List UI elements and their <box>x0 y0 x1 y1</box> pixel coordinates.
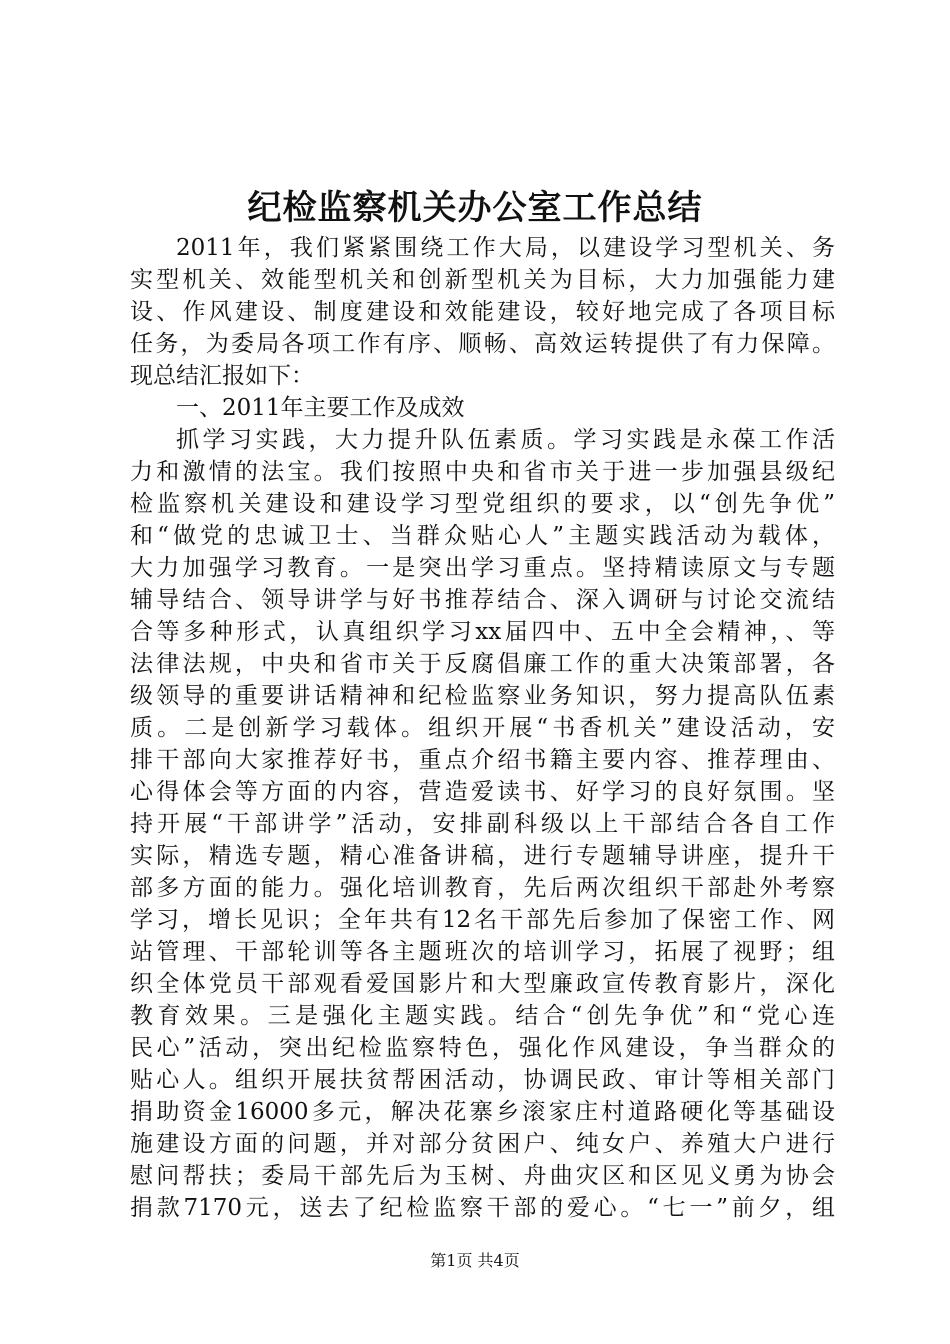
paragraph-line: 大力加强学习教育。一是突出学习重点。坚持精读原文与专题 <box>130 555 835 581</box>
paragraph-line: 部多方面的能力。强化培训教育，先后两次组织干部赴外考察 <box>130 875 835 901</box>
paragraph-line: 辅导结合、领导讲学与好书推荐结合、深入调研与讨论交流结 <box>130 587 835 613</box>
paragraph-line: 施建设方面的问题，并对部分贫困户、纯女户、养殖大户进行 <box>130 1131 835 1157</box>
paragraph-line: 织全体党员干部观看爱国影片和大型廉政宣传教育影片，深化 <box>130 971 835 997</box>
paragraph-line: 站管理、干部轮训等各主题班次的培训学习，拓展了视野；组 <box>130 939 835 965</box>
paragraph-line: 排干部向大家推荐好书，重点介绍书籍主要内容、推荐理由、 <box>130 747 835 773</box>
paragraph-line: 设、作风建设、制度建设和效能建设，较好地完成了各项目标 <box>130 299 835 325</box>
paragraph-line: 级领导的重要讲话精神和纪检监察业务知识，努力提高队伍素 <box>130 683 835 709</box>
paragraph-line: 贴心人。组织开展扶贫帮困活动，协调民政、审计等相关部门 <box>130 1067 835 1093</box>
paragraph-line: 现总结汇报如下： <box>130 363 314 389</box>
paragraph-line: 持开展“干部讲学”活动，安排副科级以上干部结合各自工作 <box>130 811 835 837</box>
paragraph-line: 合等多种形式，认真组织学习xx届四中、五中全会精神，、等 <box>130 619 835 645</box>
paragraph-line: 质。二是创新学习载体。组织开展“书香机关”建设活动，安 <box>130 715 835 741</box>
paragraph-line: 实型机关、效能型机关和创新型机关为目标，大力加强能力建 <box>130 267 835 293</box>
paragraph-line: 学习，增长见识；全年共有12名干部先后参加了保密工作、网 <box>130 907 835 933</box>
paragraph-line: 教育效果。三是强化主题实践。结合“创先争优”和“党心连 <box>130 1003 835 1029</box>
paragraph-line: 捐款7170元，送去了纪检监察干部的爱心。“七一”前夕，组 <box>130 1195 835 1221</box>
paragraph-line: 2011年，我们紧紧围绕工作大局，以建设学习型机关、务 <box>176 235 835 261</box>
paragraph-line: 民心”活动，突出纪检监察特色，强化作风建设，争当群众的 <box>130 1035 835 1061</box>
paragraph-line: 实际，精选专题，精心准备讲稿，进行专题辅导讲座，提升干 <box>130 843 835 869</box>
section-heading: 一、2011年主要工作及成效 <box>176 395 465 421</box>
paragraph-line: 法律法规，中央和省市关于反腐倡廉工作的重大决策部署，各 <box>130 651 835 677</box>
page-footer: 第1页 共4页 <box>430 1251 520 1270</box>
paragraph-line: 任务，为委局各项工作有序、顺畅、高效运转提供了有力保障。 <box>130 331 835 357</box>
paragraph-line: 力和激情的法宝。我们按照中央和省市关于进一步加强县级纪 <box>130 459 835 485</box>
document-title: 纪检监察机关办公室工作总结 <box>247 188 703 228</box>
paragraph-line: 慰问帮扶；委局干部先后为玉树、舟曲灾区和区见义勇为协会 <box>130 1163 835 1189</box>
paragraph-line: 检监察机关建设和建设学习型党组织的要求，以“创先争优” <box>130 491 835 517</box>
paragraph-line: 捐助资金16000多元，解决花寨乡滚家庄村道路硬化等基础设 <box>130 1099 835 1125</box>
paragraph-line: 抓学习实践，大力提升队伍素质。学习实践是永葆工作活 <box>176 427 835 453</box>
document-body <box>130 232 835 1224</box>
paragraph-line: 心得体会等方面的内容，营造爱读书、好学习的良好氛围。坚 <box>130 779 835 805</box>
paragraph-line: 和“做党的忠诚卫士、当群众贴心人”主题实践活动为载体， <box>130 523 835 549</box>
